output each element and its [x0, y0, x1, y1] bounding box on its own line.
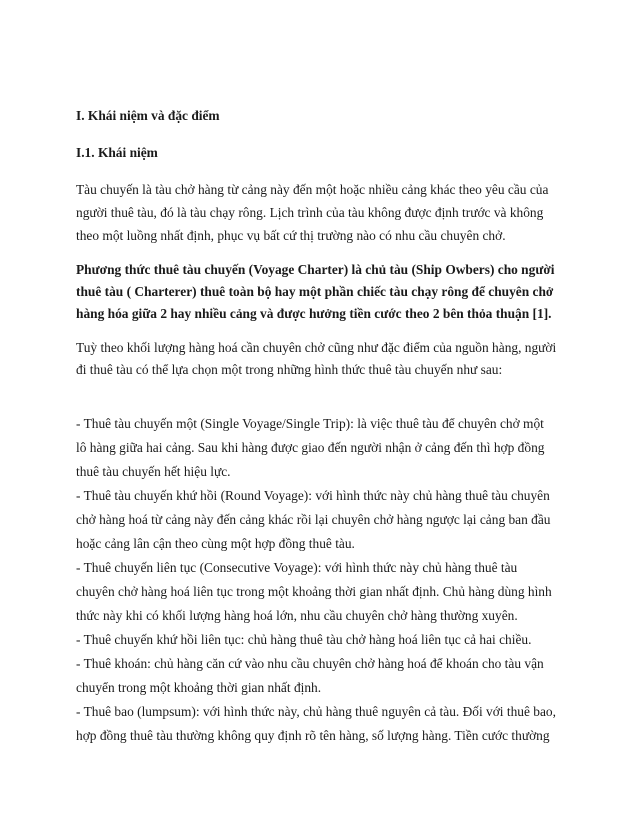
list-line: thức này khi có khối lượng hàng hoá lớn, nhu cầu chuyên chở hàng thường xuyên.	[76, 608, 518, 623]
bold-paragraph-line: thuê tàu ( Charterer) thuê toàn bộ hay một phần chiếc tàu chạy rông để chuyên chở	[76, 284, 554, 299]
paragraph-line: đi thuê tàu có thể lựa chọn một trong những hình thức thuê tàu chuyến như sau:	[76, 362, 503, 377]
list-line: - Thuê khoán: chủ hàng căn cứ vào nhu cầu chuyên chở hàng hoá để khoán cho tàu vận	[76, 656, 544, 671]
list-line: - Thuê chuyến khứ hồi liên tục: chủ hàng thuê tàu chở hàng hoá liên tục cả hai chiều.	[76, 632, 532, 647]
list-line: hoặc cảng lân cận theo cùng một hợp đồng thuê tàu.	[76, 536, 355, 551]
section-heading: I. Khái niệm và đặc điểm	[76, 108, 220, 123]
list-line: - Thuê tàu chuyến một (Single Voyage/Single Trip): là việc thuê tàu để chuyên chở một	[76, 416, 544, 431]
bold-paragraph-line: hàng hóa giữa 2 hay nhiều cảng và được hưởng tiền cước theo 2 bên thỏa thuận [1].	[76, 306, 552, 321]
paragraph-line: theo một luồng nhất định, phục vụ bất cứ thị trường nào có nhu cầu chuyên chở.	[76, 228, 506, 243]
list-line: chuyển trong một khoảng thời gian nhất định.	[76, 680, 322, 695]
paragraph-line: người thuê tàu, đó là tàu chạy rông. Lịch trình của tàu không được định trước và không	[76, 205, 544, 220]
list-line: lô hàng giữa hai cảng. Sau khi hàng được giao đến người nhận ở cảng đến thì hợp đồng	[76, 440, 545, 455]
bold-paragraph-line: Phương thức thuê tàu chuyến (Voyage Charter) là chủ tàu (Ship Owbers) cho người	[76, 262, 555, 277]
paragraph-line: Tàu chuyến là tàu chở hàng từ cảng này đến một hoặc nhiều cảng khác theo yêu cầu của	[76, 182, 549, 197]
subsection-heading: I.1. Khái niệm	[76, 145, 158, 160]
list-line: - Thuê chuyến liên tục (Consecutive Voyage): với hình thức này chủ hàng thuê tàu	[76, 560, 518, 575]
list-line: chuyên chở hàng hoá liên tục trong một khoảng thời gian nhất định. Chủ hàng dùng hình	[76, 584, 552, 599]
list-line: - Thuê tàu chuyến khứ hồi (Round Voyage): với hình thức này chủ hàng thuê tàu chuyên	[76, 488, 550, 503]
list-line: - Thuê bao (lumpsum): với hình thức này, chủ hàng thuê nguyên cả tàu. Đối với thuê bao,	[76, 704, 556, 719]
paragraph-line: Tuỳ theo khối lượng hàng hoá cần chuyên chở cũng như đặc điểm của nguồn hàng, người	[76, 340, 557, 355]
list-line: hợp đồng thuê tàu thường không quy định rõ tên hàng, số lượng hàng. Tiền cước thường	[76, 728, 550, 743]
list-line: chở hàng hoá từ cảng này đến cảng khác rồi lại chuyên chở hàng ngược lại cảng ban đầu	[76, 512, 551, 527]
list-line: thuê tàu chuyến hết hiệu lực.	[76, 464, 231, 479]
